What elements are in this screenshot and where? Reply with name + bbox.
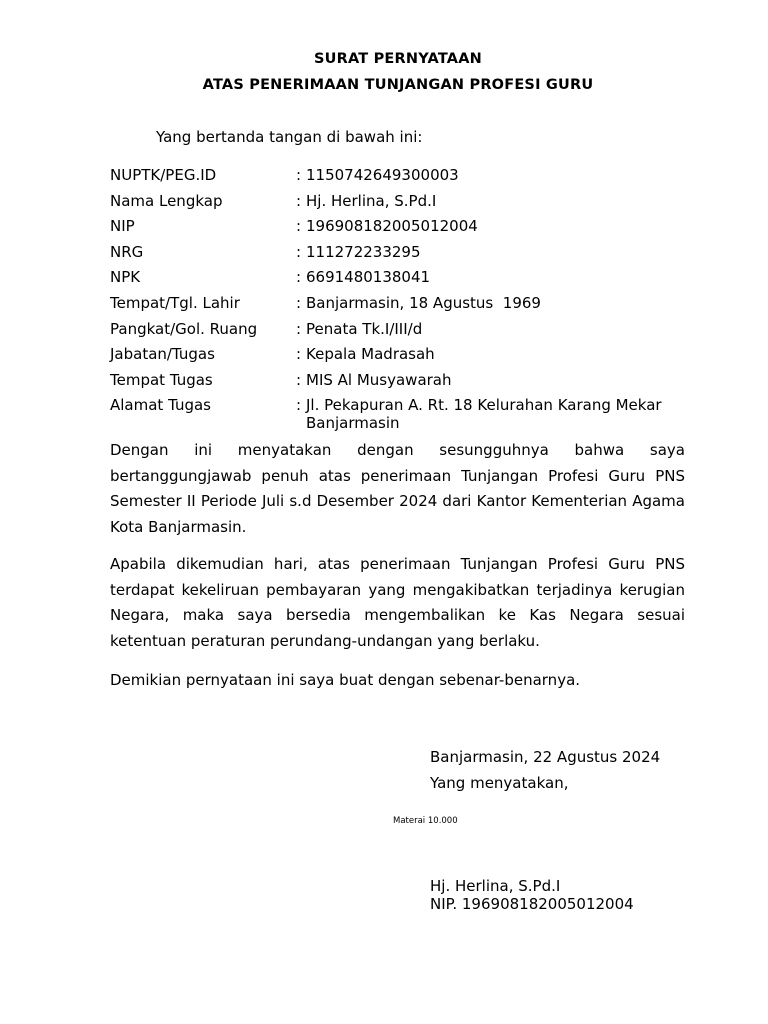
field-label: Tempat/Tgl. Lahir [110,293,240,312]
field-label: Nama Lengkap [110,191,223,210]
field-value [306,396,700,432]
field-row-nama [110,192,700,218]
signer-role: Yang menyatakan, [430,774,569,792]
field-row-nip [110,217,700,243]
field-value: Kepala Madrasah [306,345,435,364]
signer-name: Hj. Herlina, S.Pd.I [430,877,561,895]
field-label: Alamat Tugas [110,396,211,415]
document-title: SURAT PERNYATAAN [313,51,482,67]
intro-text: Yang bertanda tangan di bawah ini: [156,128,423,146]
field-colon: : [296,217,302,236]
closing-paragraph: Demikian pernyataan ini saya buat dengan sebenar-benarnya. [110,671,581,689]
field-colon: : [296,191,302,210]
field-value: 111272233295 [306,242,421,261]
field-value: 196908182005012004 [306,217,478,236]
field-row-pangkat [110,320,700,346]
field-colon: : [296,293,302,312]
field-row-nuptk [110,166,700,192]
signer-block [430,877,634,913]
identity-fields [110,166,700,432]
signer-nip: NIP. 196908182005012004 [430,895,634,913]
field-row-alamat [110,396,700,432]
field-row-npk [110,268,700,294]
field-colon: : [296,268,302,287]
statement-paragraph: Dengan ini menyatakan dengan sesungguhnya bahwa saya bertanggungjawab penuh atas penerimaan Tunjangan Profesi Guru PNS Semester II Periode Juli s.d Desember 2024 dari Kantor Kementerian Agama Kota Banjarmasin. [110,441,685,536]
field-label: Jabatan/Tugas [110,345,215,364]
liability-paragraph: Apabila dikemudian hari, atas penerimaan Tunjangan Profesi Guru PNS terdapat kekeliruan pembayaran yang mengakibatkan terjadinya kerugian Negara, maka saya bersedia mengembalikan ke Kas Negara sesuai ketentuan peraturan perundang-undangan yang berlaku. [110,555,685,650]
field-label: NRG [110,242,144,261]
field-colon: : [296,370,302,389]
field-value: Banjarmasin, 18 Agustus 1969 [306,293,541,312]
document-subtitle: ATAS PENERIMAAN TUNJANGAN PROFESI GURU [202,77,594,93]
field-row-tempat-tugas [110,371,700,397]
field-colon: : [296,396,302,415]
field-label: Pangkat/Gol. Ruang [110,319,258,338]
field-row-nrg [110,243,700,269]
field-value: Hj. Herlina, S.Pd.I [306,191,437,210]
place-date: Banjarmasin, 22 Agustus 2024 [430,748,661,766]
field-colon: : [296,166,302,184]
stamp-duty-label: Materai 10.000 [393,816,458,826]
field-value: MIS Al Musyawarah [306,370,452,389]
field-value: Penata Tk.I/III/d [306,319,423,338]
field-row-ttl [110,294,700,320]
field-value: 6691480138041 [306,268,431,287]
field-label: Tempat Tugas [110,370,213,389]
field-colon: : [296,319,302,338]
field-colon: : [296,345,302,364]
field-value-line2: Banjarmasin [306,414,400,433]
field-row-jabatan [110,345,700,371]
field-value-line1: Jl. Pekapuran A. Rt. 18 Kelurahan Karang Mekar [306,396,662,415]
field-label: NPK [110,268,141,287]
field-colon: : [296,242,302,261]
field-label: NIP [110,217,135,236]
field-label: NUPTK/PEG.ID [110,166,217,184]
field-value: 1150742649300003 [306,166,459,184]
